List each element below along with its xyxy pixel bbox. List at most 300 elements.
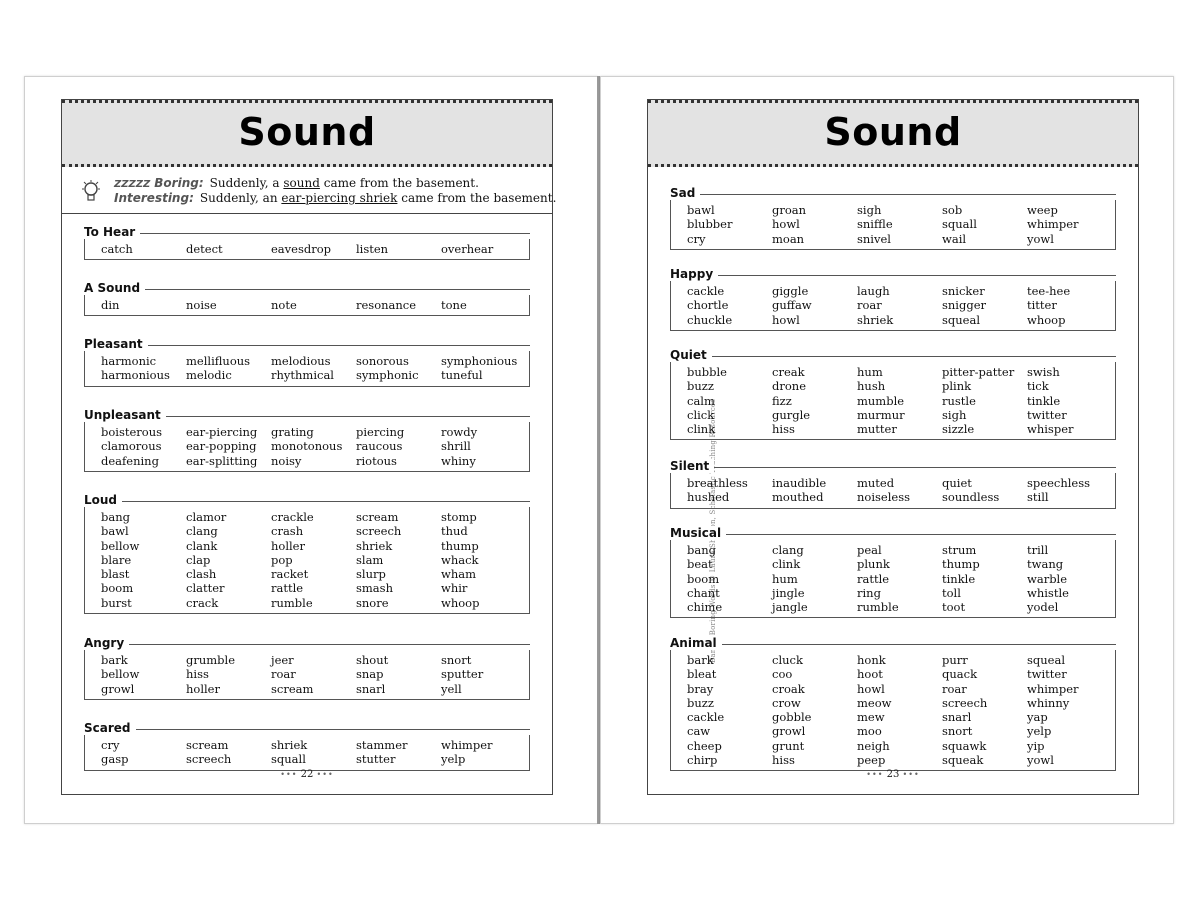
section-heading (84, 281, 530, 295)
word-item: giggle (772, 284, 809, 298)
word-item: tinkle (942, 571, 976, 586)
word-item: crash (271, 524, 304, 539)
word-item: moan (772, 231, 805, 246)
word-item: tick (1027, 379, 1049, 394)
word-item: cluck (772, 653, 803, 667)
word-item: shout (356, 653, 389, 667)
boring-label: Boring: (154, 176, 204, 190)
word-item: squeal (942, 312, 981, 327)
word-item: melodious (271, 354, 331, 368)
word-item: shriek (857, 312, 894, 327)
word-item: jingle (772, 585, 805, 600)
page-title: Sound (238, 110, 376, 154)
word-item: burst (101, 595, 132, 610)
word-item: ear-splitting (186, 453, 258, 468)
word-item: crackle (271, 510, 314, 524)
word-item: clink (772, 557, 801, 572)
word-item: gobble (772, 710, 812, 725)
word-list (84, 422, 530, 472)
word-item: soundless (942, 490, 1000, 505)
title-banner (62, 100, 552, 167)
word-item: sigh (942, 407, 967, 422)
section-heading-label: Scared (84, 721, 136, 735)
word-item: buzz (687, 379, 714, 394)
word-item: whimper (1027, 217, 1079, 232)
word-item: rowdy (441, 425, 478, 439)
word-item: calm (687, 393, 715, 408)
word-item: rustle (942, 393, 976, 408)
word-item: howl (772, 312, 800, 327)
word-item: whisper (1027, 422, 1074, 437)
boring-word: sound (283, 176, 320, 190)
word-item: shriek (356, 538, 393, 553)
word-item: speechless (1027, 476, 1091, 490)
word-item: sigh (857, 203, 882, 217)
word-item: hushed (687, 490, 730, 505)
word-item: mouthed (772, 490, 824, 505)
section-quiet (670, 348, 1116, 440)
word-item: click (687, 407, 715, 422)
word-item: stammer (356, 738, 408, 752)
section-heading-label: A Sound (84, 281, 145, 295)
word-item: snicker (942, 284, 985, 298)
word-item: yodel (1027, 600, 1059, 615)
boring-text-pre: Suddenly, a (209, 176, 284, 190)
word-item: sputter (441, 667, 484, 682)
word-list (670, 540, 1116, 618)
word-item: crack (186, 595, 219, 610)
word-list (84, 650, 530, 700)
word-list (84, 507, 530, 614)
word-item: yowl (1027, 231, 1054, 246)
word-item: drone (772, 379, 806, 394)
word-item: toll (942, 585, 961, 600)
word-item: shriek (271, 738, 308, 752)
word-item: shrill (441, 439, 471, 454)
page-title: Sound (824, 110, 962, 154)
interesting-text-post: came from the basement. (397, 191, 557, 205)
word-item: screech (942, 695, 988, 710)
word-item: plink (942, 379, 972, 394)
word-item: bellow (101, 667, 140, 682)
word-item: quack (942, 667, 978, 682)
word-item: whimper (1027, 681, 1079, 696)
word-item: whir (441, 581, 468, 596)
section-musical (670, 526, 1116, 618)
word-item: note (271, 298, 297, 312)
word-item: warble (1027, 571, 1068, 586)
word-item: growl (772, 724, 806, 739)
section-heading-label: Animal (670, 636, 722, 650)
word-item: growl (101, 681, 135, 696)
word-item: quiet (942, 476, 972, 490)
word-list (670, 200, 1116, 250)
example-box (62, 170, 557, 214)
word-item: bawl (101, 524, 129, 539)
interesting-example (114, 191, 557, 206)
word-item: meow (857, 695, 892, 710)
word-item: thump (942, 557, 980, 572)
word-item: bellow (101, 538, 140, 553)
word-item: tee-hee (1027, 284, 1071, 298)
word-item: moo (857, 724, 882, 739)
word-item: squall (271, 752, 306, 767)
title-banner (648, 100, 1138, 167)
word-list (84, 295, 530, 316)
word-item: still (1027, 490, 1049, 505)
word-item: cackle (687, 284, 725, 298)
word-item: racket (271, 567, 309, 582)
word-item: holler (186, 681, 220, 696)
word-item: tinkle (1027, 393, 1061, 408)
word-item: stomp (441, 510, 477, 524)
word-item: snarl (942, 710, 972, 725)
word-item: detect (186, 242, 223, 256)
page-number-footer: ••• 23 ••• (866, 769, 920, 780)
word-item: deafening (101, 453, 159, 468)
word-item: rumble (857, 600, 899, 615)
word-item: hum (772, 571, 798, 586)
word-item: caw (687, 724, 711, 739)
word-item: noiseless (857, 490, 911, 505)
word-item: snort (441, 653, 472, 667)
left-page-frame (61, 99, 557, 795)
section-heading-label: Sad (670, 186, 700, 200)
word-item: whistle (1027, 585, 1069, 600)
word-item: clash (186, 567, 217, 582)
word-item: guffaw (772, 298, 812, 313)
section-heading (670, 348, 1116, 362)
word-item: chortle (687, 298, 729, 313)
section-scared (84, 721, 530, 771)
section-heading (84, 636, 530, 650)
word-item: mumble (857, 393, 905, 408)
word-item: riotous (356, 453, 397, 468)
word-item: peep (857, 753, 886, 768)
word-item: sonorous (356, 354, 409, 368)
section-sad (670, 186, 1116, 250)
word-item: ring (857, 585, 881, 600)
word-item: rattle (857, 571, 890, 586)
word-item: yelp (1027, 724, 1052, 739)
word-item: creak (772, 365, 805, 379)
word-item: slurp (356, 567, 386, 582)
word-item: ear-popping (186, 439, 257, 454)
word-item: symphonic (356, 368, 419, 383)
word-item: screech (186, 752, 232, 767)
word-item: eavesdrop (271, 242, 332, 256)
word-item: hiss (772, 753, 795, 768)
word-item: chirp (687, 753, 718, 768)
word-item: roar (271, 667, 296, 682)
right-page-frame (647, 99, 1139, 795)
word-item: yowl (1027, 753, 1054, 768)
word-item: bark (101, 653, 128, 667)
word-item: rumble (271, 595, 313, 610)
word-item: groan (772, 203, 807, 217)
word-item: wham (441, 567, 477, 582)
word-item: mew (857, 710, 885, 725)
word-item: whimper (441, 738, 493, 752)
word-item: thump (441, 538, 479, 553)
boring-example (114, 176, 552, 191)
section-heading (670, 267, 1116, 281)
word-item: squawk (942, 738, 987, 753)
word-item: hum (857, 365, 883, 379)
word-item: cry (687, 231, 706, 246)
section-heading-label: Pleasant (84, 337, 148, 351)
word-item: smash (356, 581, 393, 596)
word-item: blubber (687, 217, 733, 232)
word-item: clink (687, 422, 716, 437)
word-item: inaudible (772, 476, 827, 490)
word-item: titter (1027, 298, 1057, 313)
word-item: coo (772, 667, 793, 682)
word-item: twitter (1027, 667, 1067, 682)
word-item: yip (1027, 738, 1045, 753)
word-item: squall (942, 217, 977, 232)
word-item: hoot (857, 667, 883, 682)
word-item: screech (356, 524, 402, 539)
word-item: sizzle (942, 422, 975, 437)
word-item: bang (687, 543, 716, 557)
zzz-label: ZZZZZ (114, 179, 151, 190)
word-item: piercing (356, 425, 405, 439)
word-item: toot (942, 600, 966, 615)
word-item: cry (101, 738, 120, 752)
word-list (670, 281, 1116, 331)
word-item: grating (271, 425, 314, 439)
section-silent (670, 459, 1116, 509)
section-heading-label: Angry (84, 636, 129, 650)
section-heading-label: To Hear (84, 225, 140, 239)
word-item: pop (271, 552, 293, 567)
word-item: clang (186, 524, 218, 539)
word-item: cackle (687, 710, 725, 725)
section-heading (670, 526, 1116, 540)
word-item: blare (101, 552, 132, 567)
word-item: crow (772, 695, 801, 710)
section-happy (670, 267, 1116, 331)
word-item: clamor (186, 510, 227, 524)
word-list (670, 473, 1116, 509)
section-heading-label: Happy (670, 267, 718, 281)
section-heading (84, 337, 530, 351)
word-item: slam (356, 552, 384, 567)
section-angry (84, 636, 530, 700)
word-item: scream (271, 681, 314, 696)
boring-text-post: came from the basement. (319, 176, 479, 190)
word-item: grumble (186, 653, 236, 667)
word-item: whiny (441, 453, 476, 468)
word-item: squeal (1027, 653, 1066, 667)
interesting-text-pre: Suddenly, an (199, 191, 282, 205)
word-item: bawl (687, 203, 715, 217)
section-loud (84, 493, 530, 614)
section-heading-label: Musical (670, 526, 726, 540)
word-item: cheep (687, 738, 722, 753)
word-item: jeer (271, 653, 294, 667)
word-item: raucous (356, 439, 403, 454)
section-heading (670, 459, 1116, 473)
word-item: boom (101, 581, 134, 596)
word-item: boisterous (101, 425, 163, 439)
word-item: stutter (356, 752, 396, 767)
word-item: mellifluous (186, 354, 251, 368)
word-item: clatter (186, 581, 225, 596)
section-heading-label: Silent (670, 459, 714, 473)
word-item: overhear (441, 242, 494, 256)
word-item: roar (942, 681, 967, 696)
word-item: snivel (857, 231, 891, 246)
word-item: bubble (687, 365, 727, 379)
word-item: yap (1027, 710, 1048, 725)
word-item: grunt (772, 738, 805, 753)
section-heading-label: Quiet (670, 348, 712, 362)
word-item: plunk (857, 557, 890, 572)
word-item: thud (441, 524, 468, 539)
word-list (670, 362, 1116, 440)
word-item: blast (101, 567, 130, 582)
word-item: twitter (1027, 407, 1067, 422)
word-item: harmonious (101, 368, 170, 383)
word-item: ear-piercing (186, 425, 258, 439)
word-item: bleat (687, 667, 717, 682)
word-item: snigger (942, 298, 987, 313)
word-item: resonance (356, 298, 417, 312)
word-item: purr (942, 653, 968, 667)
word-list (84, 735, 530, 771)
word-item: scream (356, 510, 399, 524)
word-item: scream (186, 738, 229, 752)
section-unpleasant (84, 408, 530, 472)
word-item: monotonous (271, 439, 343, 454)
word-item: chant (687, 585, 720, 600)
word-item: laugh (857, 284, 890, 298)
word-item: chime (687, 600, 723, 615)
word-item: chuckle (687, 312, 733, 327)
word-item: harmonic (101, 354, 157, 368)
word-item: boom (687, 571, 720, 586)
word-item: snap (356, 667, 384, 682)
word-item: melodic (186, 368, 232, 383)
word-item: snort (942, 724, 973, 739)
page-number: 22 (300, 769, 314, 780)
right-page (600, 76, 1174, 824)
word-item: trill (1027, 543, 1049, 557)
word-item: snore (356, 595, 389, 610)
interesting-word: ear-piercing shriek (281, 191, 398, 205)
section-a-sound (84, 281, 530, 316)
word-item: swish (1027, 365, 1060, 379)
word-item: clap (186, 552, 211, 567)
word-item: weep (1027, 203, 1058, 217)
word-item: listen (356, 242, 389, 256)
word-item: roar (857, 298, 882, 313)
word-item: whinny (1027, 695, 1070, 710)
word-item: wail (942, 231, 967, 246)
lightbulb-icon (80, 179, 102, 207)
section-to-hear (84, 225, 530, 260)
word-item: bang (101, 510, 130, 524)
section-heading (84, 408, 530, 422)
word-item: gasp (101, 752, 129, 767)
word-item: symphonious (441, 354, 518, 368)
word-item: noise (186, 298, 217, 312)
word-item: whoop (441, 595, 480, 610)
word-item: tuneful (441, 368, 483, 383)
word-item: clang (772, 543, 804, 557)
word-item: clank (186, 538, 218, 553)
section-heading-label: Loud (84, 493, 122, 507)
word-item: neigh (857, 738, 890, 753)
word-list (84, 351, 530, 387)
word-item: hush (857, 379, 886, 394)
word-item: sob (942, 203, 963, 217)
word-item: squeak (942, 753, 984, 768)
word-list (670, 650, 1116, 771)
word-item: yell (441, 681, 462, 696)
word-item: clamorous (101, 439, 162, 454)
word-item: sniffle (857, 217, 893, 232)
word-item: noisy (271, 453, 302, 468)
section-pleasant (84, 337, 530, 387)
word-item: bray (687, 681, 714, 696)
word-item: snarl (356, 681, 386, 696)
word-item: peal (857, 543, 882, 557)
word-item: muted (857, 476, 895, 490)
word-list (84, 239, 530, 260)
word-item: jangle (772, 600, 808, 615)
word-item: catch (101, 242, 133, 256)
page-number: 23 (886, 769, 900, 780)
section-heading (670, 186, 1116, 200)
word-item: howl (857, 681, 885, 696)
word-item: bark (687, 653, 714, 667)
section-heading (84, 225, 530, 239)
word-item: beat (687, 557, 713, 572)
word-item: rattle (271, 581, 304, 596)
word-item: mutter (857, 422, 897, 437)
word-item: honk (857, 653, 886, 667)
word-item: holler (271, 538, 305, 553)
word-item: strum (942, 543, 977, 557)
word-item: tone (441, 298, 467, 312)
left-page (24, 76, 598, 824)
word-item: whoop (1027, 312, 1066, 327)
page-number-footer: ••• 22 ••• (280, 769, 334, 780)
word-item: whack (441, 552, 479, 567)
interesting-label: Interesting: (114, 191, 194, 205)
word-item: buzz (687, 695, 714, 710)
word-item: rhythmical (271, 368, 334, 383)
word-item: hiss (186, 667, 209, 682)
section-heading (670, 636, 1116, 650)
section-heading (84, 721, 530, 735)
word-item: fizz (772, 393, 792, 408)
word-item: gurgle (772, 407, 811, 422)
word-item: twang (1027, 557, 1064, 572)
word-item: hiss (772, 422, 795, 437)
word-item: howl (772, 217, 800, 232)
word-item: pitter-patter (942, 365, 1015, 379)
word-item: yelp (441, 752, 466, 767)
word-item: croak (772, 681, 805, 696)
word-item: din (101, 298, 120, 312)
section-heading-label: Unpleasant (84, 408, 166, 422)
section-heading (84, 493, 530, 507)
word-item: murmur (857, 407, 905, 422)
